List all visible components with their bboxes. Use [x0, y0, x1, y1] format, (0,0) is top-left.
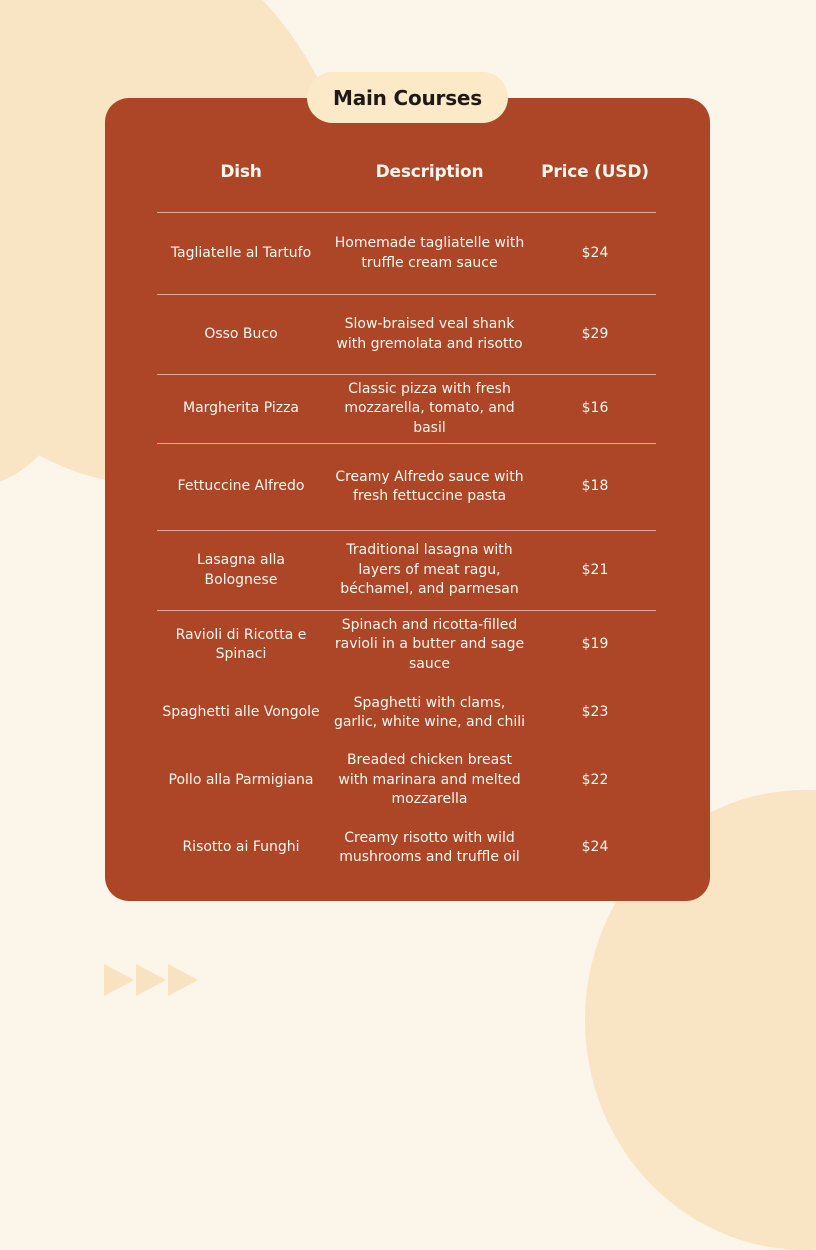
dish-name: Risotto ai Funghi [182, 839, 300, 856]
table-row [157, 375, 656, 444]
dish-price: $24 [581, 839, 609, 856]
dish-name: Lasagna alla Bolognese [197, 552, 285, 588]
triple-chevron-right-icon [104, 964, 200, 996]
dish-price: $24 [581, 244, 609, 261]
table-row [157, 213, 656, 295]
table-row [157, 444, 656, 531]
table-row [157, 295, 656, 375]
dish-price: $18 [581, 478, 609, 495]
dish-price: $19 [581, 636, 609, 653]
dish-name: Osso Buco [204, 325, 278, 342]
dish-description: Creamy risotto with wild mushrooms and truffle oil [339, 829, 520, 865]
dish-name: Spaghetti alle Vongole [162, 704, 320, 721]
dish-description: Spaghetti with clams, garlic, white wine, and chili [333, 694, 526, 730]
table-row [157, 747, 656, 814]
menu-table [157, 132, 656, 882]
dish-description: Homemade tagliatelle with truffle cream sauce [334, 235, 525, 271]
table-row [157, 531, 656, 611]
dish-description: Traditional lasagna with layers of meat ragu, béchamel, and parmesan [340, 542, 519, 598]
page-title: Main Courses [307, 72, 508, 123]
header-dish: Dish [220, 162, 262, 182]
dish-price: $29 [581, 325, 609, 342]
dish-name: Pollo alla Parmigiana [168, 771, 314, 788]
dish-description: Spinach and ricotta-filled ravioli in a butter and sage sauce [334, 616, 525, 672]
dish-description: Classic pizza with fresh mozzarella, tomato, and basil [344, 380, 515, 436]
table-header [157, 132, 656, 213]
dish-description: Creamy Alfredo sauce with fresh fettuccine pasta [335, 468, 524, 504]
table-row [157, 814, 656, 882]
table-row [157, 611, 656, 679]
header-description: Description [375, 162, 484, 182]
dish-name: Fettuccine Alfredo [177, 478, 305, 495]
dish-price: $23 [581, 704, 609, 721]
dish-name: Margherita Pizza [182, 400, 299, 417]
dish-price: $16 [581, 400, 609, 417]
dish-description: Slow-braised veal shank with gremolata and risotto [336, 316, 523, 352]
dish-name: Ravioli di Ricotta e Spinaci [175, 626, 307, 662]
dish-price: $22 [581, 771, 609, 788]
header-price: Price (USD) [541, 162, 649, 182]
dish-price: $21 [581, 561, 609, 578]
dish-name: Tagliatelle al Tartufo [170, 244, 312, 261]
table-row [157, 679, 656, 747]
dish-description: Breaded chicken breast with marinara and melted mozzarella [338, 752, 521, 808]
